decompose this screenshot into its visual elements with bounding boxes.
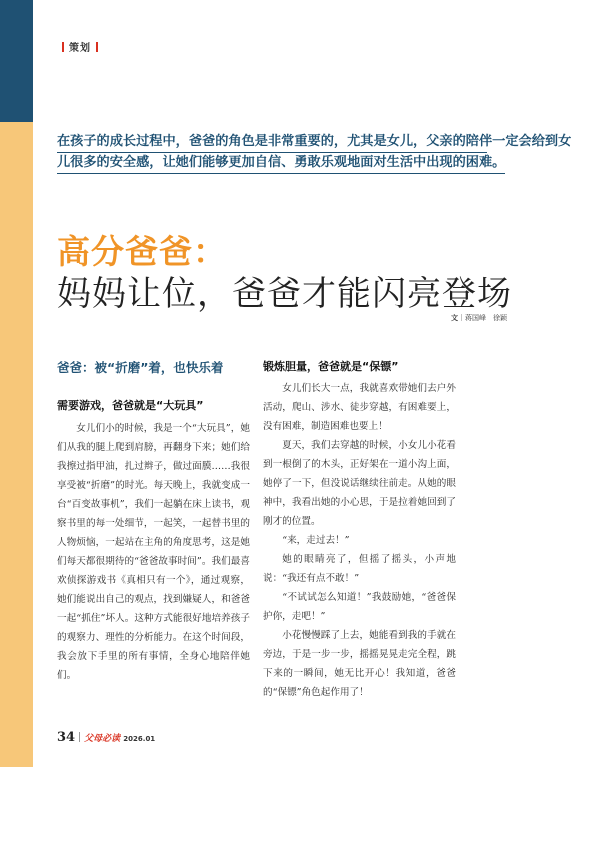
- body-paragraph: “来，走过去！”: [282, 535, 350, 546]
- side-strip-blue: [0, 0, 33, 122]
- tag-divider-right: [96, 42, 98, 52]
- section-heading: 爸爸：被“折磨”着，也快乐着: [57, 360, 224, 375]
- body-paragraph: 女儿们小的时候，我是一个“大玩具”，她们从我的腿上爬到肩膀，再翻身下来；她们给我擦过指甲油，扎过辫子，做过面膜……我很享受被“折磨”的时光。每天晚上，我就变成一台“百变故事机”，我们一起躺在床上读书，观察书里的每一处细节，一起笑，一起替书里的人物烦恼，一起站在主角的角度思考，这是她们每天都很期待的“爸爸故事时间”。我们最喜欢侦探游戏书《真相只有一个》，通过观察，她们能说出自己的观点，找到嫌疑人，和爸爸一起“抓住”坏人。这种方式能很好地培养孩子的观察力、理性的分析能力。在这个时间段，我会放下手里的所有事情，全身心地陪伴她们。: [57, 423, 250, 681]
- body-paragraph: 她的眼睛亮了，但摇了摇头，小声地说：“我还有点不敢！”: [263, 554, 456, 584]
- section-tag-label: 策划: [69, 43, 91, 54]
- magazine-name: 父母必读: [84, 734, 121, 744]
- page-number: 34: [57, 730, 76, 745]
- left-column: [57, 359, 250, 685]
- body-paragraph: 夏天，我们去穿越的时候，小女儿小花看到一根倒了的木头，正好架在一道小沟上面，她停了一下，但没说话继续往前走。从她的眼神中，我看出她的小心思，于是拉着她回到了刚才的位置。: [263, 440, 456, 527]
- footer-divider: [79, 732, 80, 742]
- lead-line-2: 儿很多的安全感，让她们能够更加自信、勇敢乐观地面对生活中出现的困难。: [57, 153, 505, 174]
- byline-authors: ｜蒋国峰 徐颖: [458, 314, 507, 322]
- sub-heading: 需要游戏，爸爸就是“大玩具”: [57, 399, 204, 412]
- body-paragraph: “不试试怎么知道！”我鼓励她，“爸爸保护你，走吧！”: [263, 592, 456, 622]
- body-paragraph: 女儿们长大一点，我就喜欢带她们去户外活动，爬山、涉水、徒步穿越，有困难要上，没有困难，制造困难也要上！: [263, 383, 456, 432]
- right-heading: 锻炼胆量，爸爸就是“保镖”: [263, 360, 399, 373]
- lead-paragraph: [57, 132, 572, 174]
- section-tag: [57, 39, 103, 54]
- lead-line-1: 在孩子的成长过程中，爸爸的角色是非常重要的，尤其是女儿，父亲的陪伴一定会给到女: [57, 132, 487, 153]
- byline-prefix: 文: [451, 314, 458, 322]
- article-title-line-2: 妈妈让位，爸爸才能闪亮登场: [57, 274, 512, 314]
- issue-date: 2026.01: [123, 735, 156, 743]
- page-footer: [57, 730, 155, 745]
- byline: [451, 313, 507, 323]
- body-paragraph: 小花慢慢踩了上去，她能看到我的手就在旁边，于是一步一步，摇摇晃晃走完全程，跳下来的一瞬间，她无比开心！我知道，爸爸的“保镖”角色起作用了！: [263, 630, 456, 698]
- right-column: [263, 359, 456, 702]
- tag-divider-left: [62, 42, 64, 52]
- article-title-line-1: 高分爸爸：: [57, 232, 227, 271]
- side-strip-orange: [0, 122, 33, 767]
